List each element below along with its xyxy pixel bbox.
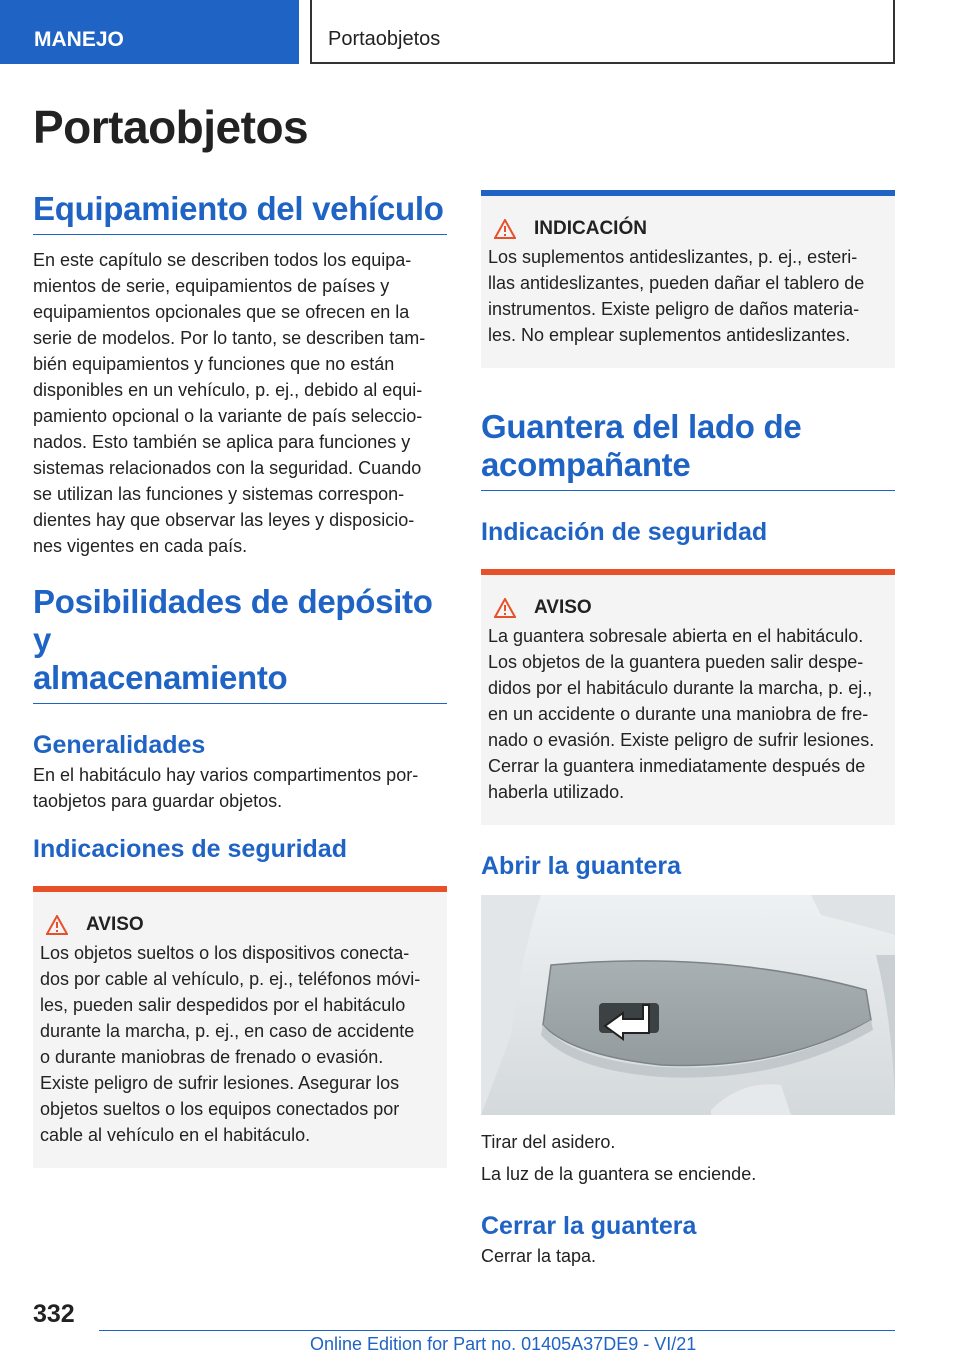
text-line: didos por el habitáculo durante la marcha, p. ej., bbox=[488, 678, 873, 698]
warning-triangle-icon bbox=[494, 219, 516, 239]
text-line: disponibles en un vehículo, p. ej., debido al equi- bbox=[33, 380, 423, 400]
text-line: en un accidente o durante una maniobra de fre- bbox=[488, 704, 869, 724]
general-heading: Generalidades bbox=[33, 731, 206, 759]
general-text bbox=[33, 762, 447, 814]
text-line: bién equipamientos y funciones que no están bbox=[33, 354, 395, 374]
note-text bbox=[488, 244, 887, 348]
text-line: pamiento opcional o la variante de país seleccio- bbox=[33, 406, 423, 426]
note-box bbox=[481, 190, 895, 368]
text-line: Cerrar la guantera inmediatamente después de bbox=[488, 756, 866, 776]
warning-label: AVISO bbox=[534, 597, 592, 618]
warning-box bbox=[33, 886, 447, 1168]
open-glovebox-heading: Abrir la guantera bbox=[481, 852, 682, 880]
text-line: se utilizan las funciones y sistemas correspon- bbox=[33, 484, 405, 504]
text-line: instrumentos. Existe peligro de daños materia- bbox=[488, 299, 860, 319]
heading-line: acompañante bbox=[481, 446, 691, 483]
close-step: Cerrar la tapa. bbox=[481, 1246, 597, 1266]
footer-divider bbox=[99, 1330, 895, 1331]
warning-text bbox=[40, 940, 439, 1148]
open-step-1: Tirar del asidero. bbox=[481, 1132, 616, 1152]
right-column bbox=[481, 190, 895, 1269]
section-tab[interactable]: MANEJO bbox=[0, 0, 299, 64]
glovebox-illustration bbox=[481, 895, 895, 1115]
text-line: llas antideslizantes, pueden dañar el tablero de bbox=[488, 273, 865, 293]
note-title bbox=[488, 218, 887, 240]
text-line: o durante maniobras de frenado o evasión. bbox=[40, 1047, 384, 1067]
vehicle-equipment-text bbox=[33, 247, 447, 559]
text-line: sistemas relacionados con la seguridad. Cuando bbox=[33, 458, 422, 478]
text-line: En este capítulo se describen todos los equipa- bbox=[33, 250, 412, 270]
text-line: durante la marcha, p. ej., en caso de accidente bbox=[40, 1021, 415, 1041]
warning-label: AVISO bbox=[86, 914, 144, 935]
safety-heading: Indicaciones de seguridad bbox=[33, 835, 347, 863]
text-line: les, pueden salir despedidos por el habitáculo bbox=[40, 995, 406, 1015]
warning-title bbox=[40, 914, 439, 936]
close-glovebox-heading: Cerrar la guantera bbox=[481, 1212, 697, 1240]
text-line: les. No emplear suplementos antideslizantes. bbox=[488, 325, 851, 345]
text-line: nados. Esto también se aplica para funciones y bbox=[33, 432, 411, 452]
note-label: INDICACIÓN bbox=[534, 218, 647, 239]
text-line: objetos sueltos o los equipos conectados por bbox=[40, 1099, 400, 1119]
text-line: dos por cable al vehículo, p. ej., teléfonos móvi- bbox=[40, 969, 421, 989]
text-line: mientos de serie, equipamientos de países y bbox=[33, 276, 390, 296]
storage-heading bbox=[33, 583, 447, 704]
text-line: dientes hay que observar las leyes y disposicio- bbox=[33, 510, 415, 530]
text-line: nes vigentes en cada país. bbox=[33, 536, 248, 556]
text-line: cable al vehículo en el habitáculo. bbox=[40, 1125, 311, 1145]
text-line: haberla utilizado. bbox=[488, 782, 625, 802]
page-number: 332 bbox=[33, 1300, 75, 1328]
text-line: Los objetos de la guantera pueden salir despe- bbox=[488, 652, 864, 672]
warning-triangle-icon bbox=[494, 598, 516, 618]
edition-footer: Online Edition for Part no. 01405A37DE9 - VI/21 bbox=[310, 1334, 697, 1354]
warning-triangle-icon bbox=[46, 915, 68, 935]
warning-text bbox=[488, 623, 887, 805]
heading-line: Posibilidades de depósito y bbox=[33, 583, 433, 658]
text-line: serie de modelos. Por lo tanto, se describen tam- bbox=[33, 328, 426, 348]
glovebox-safety-heading: Indicación de seguridad bbox=[481, 518, 768, 546]
glovebox-warning-box bbox=[481, 569, 895, 825]
open-step-2: La luz de la guantera se enciende. bbox=[481, 1164, 757, 1184]
text-line: En el habitáculo hay varios compartimentos por- bbox=[33, 765, 419, 785]
text-line: Los objetos sueltos o los dispositivos conecta- bbox=[40, 943, 410, 963]
warning-title bbox=[488, 597, 887, 619]
glovebox-heading bbox=[481, 408, 895, 491]
glovebox-drawing bbox=[481, 895, 895, 1115]
text-line: nado o evasión. Existe peligro de sufrir lesiones. bbox=[488, 730, 875, 750]
text-line: Existe peligro de sufrir lesiones. Asegurar los bbox=[40, 1073, 400, 1093]
chapter-title-box: Portaobjetos bbox=[310, 0, 895, 64]
vehicle-equipment-heading: Equipamiento del vehículo bbox=[33, 190, 447, 235]
left-column bbox=[33, 190, 447, 1168]
text-line: La guantera sobresale abierta en el habitáculo. bbox=[488, 626, 864, 646]
text-line: taobjetos para guardar objetos. bbox=[33, 791, 283, 811]
page-title: Portaobjetos bbox=[33, 101, 309, 153]
text-line: equipamientos opcionales que se ofrecen en la bbox=[33, 302, 410, 322]
heading-line: Guantera del lado de bbox=[481, 408, 802, 445]
text-line: Los suplementos antideslizantes, p. ej., esteri- bbox=[488, 247, 858, 267]
heading-line: almacenamiento bbox=[33, 659, 288, 696]
